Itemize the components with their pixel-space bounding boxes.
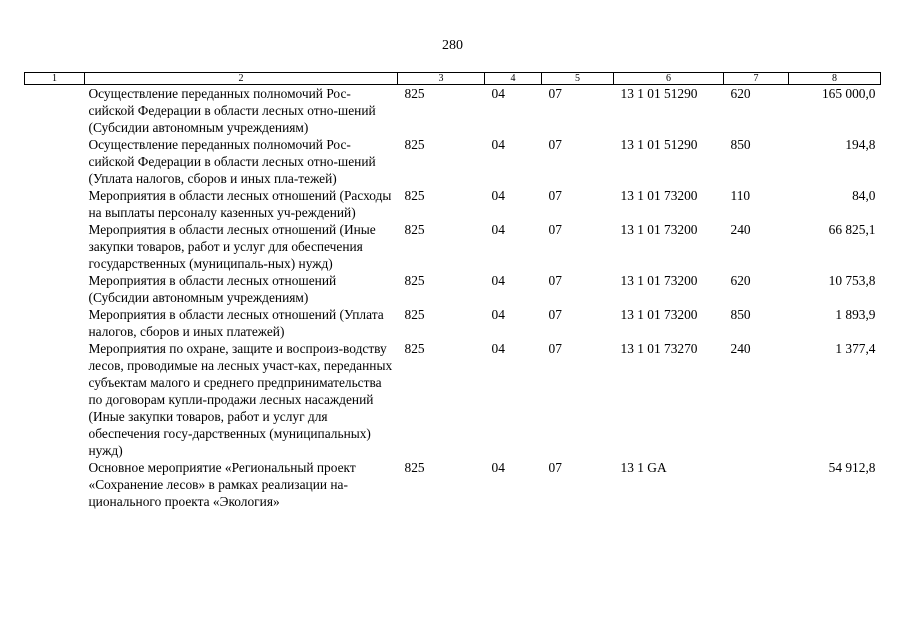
row-ministry-code-cell: 825 xyxy=(404,273,425,288)
row-col1-cell xyxy=(25,85,85,137)
row-amount-cell: 194,8 xyxy=(845,137,876,152)
row-target-article-cell: 13 1 01 73200 xyxy=(620,222,698,237)
row-name-cell: Осуществление переданных полномочий Рос-сийской Федерации в области лесных отно-шений (Уплата налогов, сборов и иных пла-тежей) xyxy=(88,137,376,186)
row-col1-cell xyxy=(25,340,85,459)
row-section-code-cell: 04 xyxy=(491,460,505,475)
row-section-code-cell: 04 xyxy=(491,86,505,101)
row-target-article-cell: 13 1 01 73200 xyxy=(620,188,698,203)
row-subsection-code-cell: 07 xyxy=(548,460,562,475)
row-target-article-cell: 13 1 GA xyxy=(620,460,667,475)
row-amount-cell: 54 912,8 xyxy=(828,460,876,475)
table-row xyxy=(25,306,881,340)
row-col1-cell xyxy=(25,187,85,221)
row-name-cell: Мероприятия в области лесных отношений (Иные закупки товаров, работ и услуг для обеспечения государственных (муниципаль-ных) нужд) xyxy=(88,222,376,271)
row-name-cell: Мероприятия в области лесных отношений (Субсидии автономным учреждениям) xyxy=(88,273,337,305)
table-body xyxy=(25,85,881,511)
row-amount-cell: 66 825,1 xyxy=(828,222,876,237)
row-section-code-cell: 04 xyxy=(491,222,505,237)
row-expense-type-cell: 240 xyxy=(730,222,751,237)
row-ministry-code-cell: 825 xyxy=(404,307,425,322)
row-expense-type-cell: 110 xyxy=(730,188,751,203)
row-ministry-code-cell: 825 xyxy=(404,222,425,237)
row-subsection-code-cell: 07 xyxy=(548,222,562,237)
row-subsection-code-cell: 07 xyxy=(548,86,562,101)
column-header-6: 6 xyxy=(614,73,724,85)
row-expense-type-cell: 620 xyxy=(730,86,751,101)
row-subsection-code-cell: 07 xyxy=(548,273,562,288)
column-header-3: 3 xyxy=(398,73,485,85)
table-row xyxy=(25,272,881,306)
row-name-cell: Мероприятия в области лесных отношений (Уплата налогов, сборов и иных платежей) xyxy=(88,307,384,339)
row-name-cell: Основное мероприятие «Региональный проект «Сохранение лесов» в рамках реализации на-ционального проекта «Экология» xyxy=(88,460,356,509)
row-subsection-code-cell: 07 xyxy=(548,137,562,152)
row-expense-type-cell: 240 xyxy=(730,341,751,356)
column-header-1: 1 xyxy=(25,73,85,85)
row-expense-type-cell: 850 xyxy=(730,307,751,322)
table-row xyxy=(25,136,881,187)
page-number: 280 xyxy=(442,38,463,53)
row-name-cell: Осуществление переданных полномочий Рос-сийской Федерации в области лесных отно-шений (Субсидии автономным учреждениям) xyxy=(88,86,376,135)
row-section-code-cell: 04 xyxy=(491,307,505,322)
table-row xyxy=(25,340,881,459)
row-subsection-code-cell: 07 xyxy=(548,307,562,322)
row-name-cell: Мероприятия в области лесных отношений (Расходы на выплаты персоналу казенных уч-реждений) xyxy=(88,188,392,220)
row-section-code-cell: 04 xyxy=(491,188,505,203)
row-expense-type-cell xyxy=(724,459,789,510)
column-header-4: 4 xyxy=(485,73,542,85)
row-target-article-cell: 13 1 01 51290 xyxy=(620,137,698,152)
row-ministry-code-cell: 825 xyxy=(404,460,425,475)
row-subsection-code-cell: 07 xyxy=(548,341,562,356)
row-target-article-cell: 13 1 01 73200 xyxy=(620,273,698,288)
table-row xyxy=(25,221,881,272)
column-header-5: 5 xyxy=(542,73,614,85)
row-amount-cell: 84,0 xyxy=(852,188,876,203)
row-section-code-cell: 04 xyxy=(491,273,505,288)
row-expense-type-cell: 620 xyxy=(730,273,751,288)
table-header xyxy=(25,73,881,85)
row-section-code-cell: 04 xyxy=(491,137,505,152)
row-target-article-cell: 13 1 01 51290 xyxy=(620,86,698,101)
row-col1-cell xyxy=(25,136,85,187)
table-row xyxy=(25,187,881,221)
budget-table xyxy=(24,72,881,510)
row-name-cell: Мероприятия по охране, защите и воспроиз-водству лесов, проводимые на лесных участ-ках, переданных субъектам малого и среднего предпринимательства по договорам купли-продажи лесных насаждений (Иные закупки товаров, работ и услуг для обеспечения госу-дарственных (муниципальных) нужд) xyxy=(88,341,393,458)
row-target-article-cell: 13 1 01 73200 xyxy=(620,307,698,322)
row-section-code-cell: 04 xyxy=(491,341,505,356)
row-amount-cell: 10 753,8 xyxy=(828,273,876,288)
row-ministry-code-cell: 825 xyxy=(404,188,425,203)
row-ministry-code-cell: 825 xyxy=(404,86,425,101)
column-header-7: 7 xyxy=(724,73,789,85)
table-row xyxy=(25,85,881,137)
table-row xyxy=(25,459,881,510)
row-ministry-code-cell: 825 xyxy=(404,137,425,152)
row-subsection-code-cell: 07 xyxy=(548,188,562,203)
column-header-2: 2 xyxy=(85,73,398,85)
row-expense-type-cell: 850 xyxy=(730,137,751,152)
row-amount-cell: 1 893,9 xyxy=(835,307,876,322)
row-amount-cell: 1 377,4 xyxy=(835,341,876,356)
column-header-8: 8 xyxy=(789,73,881,85)
row-target-article-cell: 13 1 01 73270 xyxy=(620,341,698,356)
header-row xyxy=(25,73,881,85)
row-col1-cell xyxy=(25,306,85,340)
row-col1-cell xyxy=(25,221,85,272)
row-col1-cell xyxy=(25,459,85,510)
row-ministry-code-cell: 825 xyxy=(404,341,425,356)
row-amount-cell: 165 000,0 xyxy=(821,86,876,101)
row-col1-cell xyxy=(25,272,85,306)
